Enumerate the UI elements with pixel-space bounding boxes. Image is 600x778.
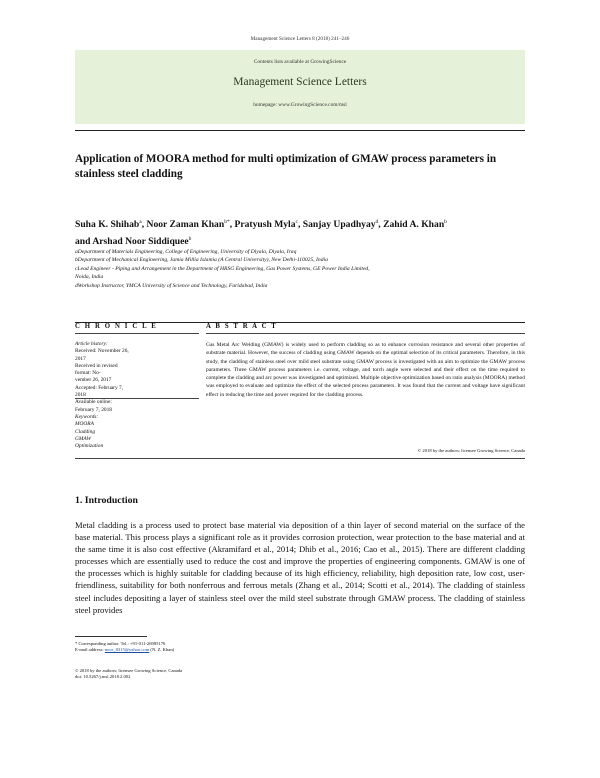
keywords-label: Keywords: [75,413,99,420]
abstract-copyright: © 2018 by the authors; licensee Growing Science, Canada [417,448,525,453]
section-heading: 1. Introduction [75,495,138,506]
footnote [75,641,375,654]
journal-homepage: homepage: www.GrowingScience.com/msl [253,102,347,108]
doi: doi: 10.5267/j.msl.2018.2.002 [75,674,131,680]
author-separator: , [229,219,235,231]
history-line: Received in revised format: No- [75,362,118,377]
author-mark: b* [224,219,230,225]
affiliation: cLead Engineer - Piping and Arrangement in the Department of HRSG Engineering, Gas Power Systems, GE Power India Limited, [75,265,370,272]
affiliation: aDepartment of Materials Engineering, College of Engineering, University of Diyala, Diyala, Iraq [75,249,297,255]
running-head: Management Science Letters 8 (2018) 241–246 [250,36,350,42]
author-name: Suha K. Shihab [75,219,140,231]
history-line: vember 26, 2017 [75,377,112,384]
affiliations [75,248,540,290]
bottom-copyright: © 2018 by the authors; licensee Growing Science, Canada [75,668,183,673]
author-mark: d [375,219,379,225]
history-line: Received: November 26, 2017 [75,348,129,362]
email-suffix: (N. Z. Khan) [149,647,175,653]
paper-title: Application of MOORA method for multi optimization of GMAW process parameters in stainless steel cladding [75,153,497,180]
abstract-bottom-rule [75,458,525,459]
journal-banner [75,50,525,124]
abstract-text: Gas Metal Arc Welding (GMAW) is widely used to perform cladding so as to enhance corrosion resistance and several other properties of substrate material. However, the success of cladding using GMAW depends on the optimal selection of its critical parameters. Therefore, in this study, the cladding of stainless steel over mild steel substrate using GMAW process is investigated with an aim to optimize the GMAW process parameters. Three GMAW process parameters i.e. current, voltage, and torch angle were selected and their effect on the time required to complete the cladding and arc power was investigated and optimized. Multiple objective optimization based on ratio analysis (MOORA) method was employed to evaluate and optimize the effect of the selected process parameters. It was found that the current and voltage have significant effect in reducing the time and power required for the cladding process. [206,342,525,398]
author-separator: , [378,219,384,231]
intro-paragraph: Metal cladding is a process used to protect base material via deposition of a thin layer of second material on the surface of the base material. This process plays a significant role as it provides corrosion protection, wear protection to the base material and at the same time it is also cost effective (Akramifard et al., 2014; Dhib et al., 2016; Cao et al., 2015). There are different cladding processes which are essentially used to reduce the cost and improve the properties of engineering components. GMAW is one of the processes which is highly suitable for cladding because of its high efficiency, reliability, high deposition rate, low cost, user-friendliness, suitability for both nonferrous and ferrous metals (Zhang et al., 2014; Scotti et al., 2014). The cladding of stainless steel includes depositing a layer of stainless steel over the mild steel substrate through GMAW process. The cladding of stainless steel provides [75,520,525,615]
author-name: Pratyush Myla [234,219,296,231]
corresponding-author: * Corresponding author. Tel.: +91-011-26985176 [75,641,166,646]
affiliation: Noida, India [75,274,104,281]
keyword: Cladding [75,428,96,435]
footnote-rule [75,636,147,637]
abstract-rule [206,333,525,334]
email-label: E-mail address: [75,647,105,653]
history-label: Article history: [75,341,108,347]
chronicle-rule [75,333,199,334]
author-name: Zahid A. Khan [383,219,445,231]
author-name: Noor Zaman Khan [146,219,225,231]
affiliation: bDepartment of Mechanical Engineering, Jamia Millia Islamia (A Central University), New Delhi-110025, India [75,257,328,264]
chronicle-label: C H R O N I C L E [75,323,158,330]
author-mark: c [295,219,298,225]
history-divider [75,398,199,399]
author-separator: , [141,219,147,231]
author-mark: a [139,219,142,225]
author-name: and Arshad Noor Siddiquee [75,236,189,248]
keyword: Optimization [75,443,104,450]
author-list [75,215,545,249]
contents-line: Contents lists available at GrowingScience [253,59,347,65]
email-line [75,647,375,653]
history-line: February 7, 2018 [75,406,112,413]
article-info [75,341,133,450]
bottom-meta [75,668,375,681]
journal-title: Management Science Letters [233,76,367,88]
history-line: Accepted: February 7, 2018 [75,384,124,399]
author-name: Sanjay Upadhyay [302,219,376,231]
keyword: MOORA [75,421,94,428]
author-separator: , [297,219,303,231]
history-line: Available online: [75,399,112,406]
email-link[interactable]: noor_8315@yahoo.com [104,647,150,653]
keyword: GMAW [75,435,91,442]
author-mark: b [444,219,447,225]
banner-divider [75,130,525,131]
affiliation: dWorkshop Instructor, YMCA University of Science and Technology, Faridabad, India [75,282,268,289]
author-mark: b [188,236,192,243]
abstract-label: A B S T R A C T [206,323,278,330]
